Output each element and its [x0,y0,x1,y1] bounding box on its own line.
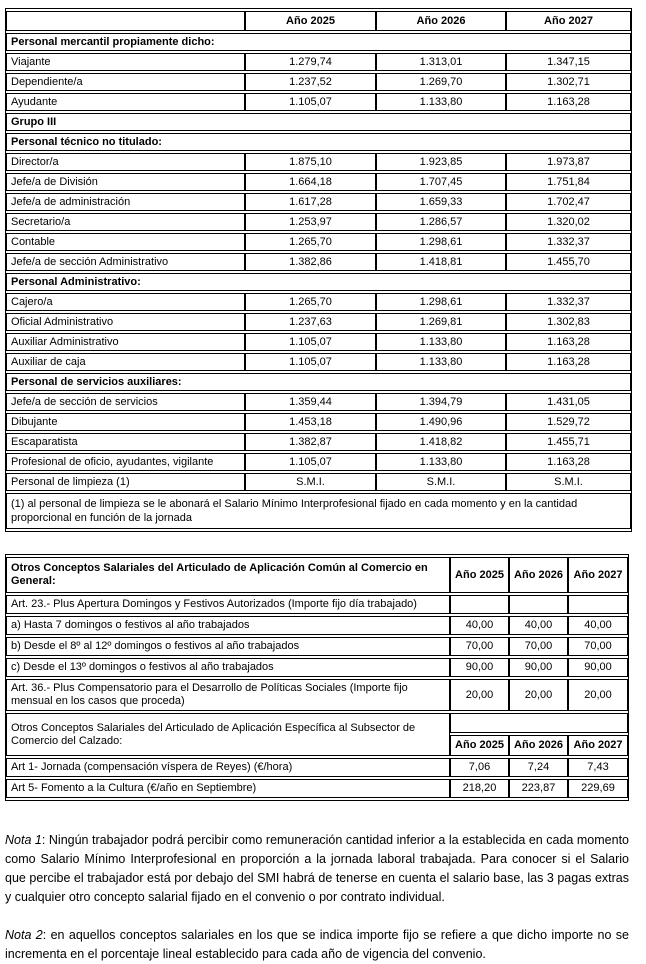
section-row [6,373,631,391]
value-cell: 1.394,79 [376,393,506,411]
table-row [6,413,631,431]
table-row [6,53,631,71]
table-row [6,193,631,211]
table-row [6,293,631,311]
value-cell [509,595,568,614]
table-row [6,616,628,635]
year-header: Año 2026 [376,11,506,31]
value-cell: 1.455,70 [506,253,631,271]
row-label: Profesional de oficio, ayudantes, vigilante [6,453,245,471]
value-cell: 1.707,45 [376,173,506,191]
note-2-label: Nota 2 [5,928,43,942]
value-cell: 90,00 [568,658,628,677]
table-row [6,779,628,798]
row-label: Director/a [6,153,245,171]
row-label: Personal de limpieza (1) [6,473,245,491]
table-row [6,93,631,111]
value-cell: 1.237,52 [245,73,376,91]
value-cell: 1.332,37 [506,233,631,251]
value-cell: 1.455,71 [506,433,631,451]
value-cell: 1.702,47 [506,193,631,211]
subsection-label: Otros Conceptos Salariales del Articulado de Aplicación Específica al Subsector de Comercio del Calzado: [6,713,450,756]
row-label: c) Desde el 13º domingos o festivos al año trabajados [6,658,450,677]
value-cell: 1.105,07 [245,333,376,351]
year-header: Año 2026 [509,557,568,593]
value-cell: 1.751,84 [506,173,631,191]
row-label: Art 1- Jornada (compensación víspera de Reyes) (€/hora) [6,758,450,777]
row-label: Jefe/a de sección de servicios [6,393,245,411]
table-row [6,433,631,451]
value-cell: 1.265,70 [245,233,376,251]
value-cell: 1.133,80 [376,333,506,351]
value-cell: 1.265,70 [245,293,376,311]
table-row [6,637,628,656]
value-cell: 1.382,87 [245,433,376,451]
value-cell: 1.269,81 [376,313,506,331]
row-label: Viajante [6,53,245,71]
table-row [6,253,631,271]
table-footnote: (1) al personal de limpieza se le abonará el Salario Mínimo Interprofesional fijado en cada momento y en la cantidad proporcional en función de la jornada [6,493,631,529]
row-label: Secretario/a [6,213,245,231]
value-cell: 1.298,61 [376,233,506,251]
value-cell: 1.382,86 [245,253,376,271]
value-cell: 223,87 [509,779,568,798]
year-header: Año 2026 [509,735,568,756]
value-cell: 7,06 [450,758,509,777]
value-cell: 1.105,07 [245,353,376,371]
table-row [6,393,631,411]
value-cell: S.M.I. [506,473,631,491]
value-cell: 1.298,61 [376,293,506,311]
value-cell: 1.163,28 [506,333,631,351]
value-cell: 1.418,82 [376,433,506,451]
value-cell: 1.237,63 [245,313,376,331]
value-cell: 1.313,01 [376,53,506,71]
table-row [6,213,631,231]
section-row [6,113,631,131]
table-row [6,595,628,614]
value-cell: 1.302,83 [506,313,631,331]
row-label: Contable [6,233,245,251]
concepts-header-label: Otros Conceptos Salariales del Articulado de Aplicación Común al Comercio en General: [6,557,450,593]
table-row [6,73,631,91]
table-row [6,333,631,351]
row-label: Dibujante [6,413,245,431]
row-label: Dependiente/a [6,73,245,91]
value-cell: 1.163,28 [506,353,631,371]
value-cell: 229,69 [568,779,628,798]
row-label: Escaparatista [6,433,245,451]
table-row [6,173,631,191]
value-cell: 20,00 [450,679,509,711]
note-1 [5,831,629,907]
year-header: Año 2027 [506,11,631,31]
section-row [6,133,631,151]
value-cell: 90,00 [450,658,509,677]
value-cell: 1.105,07 [245,93,376,111]
row-label: Art. 36.- Plus Compensatorio para el Desarrollo de Políticas Sociales (Importe fijo mensual en los casos que proceda) [6,679,450,711]
value-cell: 40,00 [509,616,568,635]
row-label: Art. 23.- Plus Apertura Domingos y Festivos Autorizados (Importe fijo día trabajado) [6,595,450,614]
salary-table-body [6,11,631,529]
value-cell: S.M.I. [376,473,506,491]
value-cell [568,595,628,614]
row-label: a) Hasta 7 domingos o festivos al año trabajados [6,616,450,635]
concepts-header-row [6,557,628,593]
value-cell: 1.302,71 [506,73,631,91]
note-1-text: : Ningún trabajador podrá percibir como remuneración cantidad inferior a la establecida en cada momento como Salario Mínimo Interprofesional en proporción a la jornada laboral trabajada. Para conocer si el Salario que percibe el trabajador está por debajo del SMI habrá de tenerse en cuenta el salario base, las 3 pagas extras y cualquier otro concepto salarial fijado en el convenio o por contrato individual. [5,833,629,904]
value-cell: 1.418,81 [376,253,506,271]
value-cell: 90,00 [509,658,568,677]
salary-header-row [6,11,631,31]
section-label: Personal mercantil propiamente dicho: [6,33,631,51]
row-label: Jefe/a de División [6,173,245,191]
value-cell: 1.973,87 [506,153,631,171]
concepts-table-body [6,557,628,798]
table-row [6,353,631,371]
value-cell: 20,00 [509,679,568,711]
value-cell: 70,00 [509,637,568,656]
value-cell: 7,43 [568,758,628,777]
year-header: Año 2025 [245,11,376,31]
value-cell: 1.163,28 [506,93,631,111]
section-row [6,33,631,51]
table-row [6,233,631,251]
value-cell: 1.320,02 [506,213,631,231]
value-cell: 40,00 [450,616,509,635]
year-header: Año 2025 [450,735,509,756]
row-label: Jefe/a de sección Administrativo [6,253,245,271]
subsection-empty-strip [450,713,628,733]
section-label: Grupo III [6,113,631,131]
value-cell: 7,24 [509,758,568,777]
section-label: Personal de servicios auxiliares: [6,373,631,391]
value-cell: 1.279,74 [245,53,376,71]
table-row [6,453,631,471]
note-2-text: : en aquellos conceptos salariales en los que se indica importe fijo se refiere a que dicho importe no se incrementa en el porcentaje lineal establecido para cada año de vigencia del convenio. [5,928,629,961]
row-label: Jefe/a de administración [6,193,245,211]
row-label: Art 5- Fomento a la Cultura (€/año en Septiembre) [6,779,450,798]
value-cell: 1.269,70 [376,73,506,91]
row-label: Cajero/a [6,293,245,311]
table-row [6,679,628,711]
value-cell: 1.253,97 [245,213,376,231]
value-cell [450,595,509,614]
value-cell: 1.133,80 [376,453,506,471]
value-cell: 1.163,28 [506,453,631,471]
footnote-row [6,493,631,529]
row-label: Auxiliar de caja [6,353,245,371]
value-cell: 1.617,28 [245,193,376,211]
row-label: Ayudante [6,93,245,111]
notes-section [5,831,631,964]
value-cell: 40,00 [568,616,628,635]
row-label: b) Desde el 8º al 12º domingos o festivos al año trabajados [6,637,450,656]
value-cell: 70,00 [568,637,628,656]
value-cell: 1.332,37 [506,293,631,311]
table-row [6,758,628,777]
value-cell: 1.453,18 [245,413,376,431]
row-label: Auxiliar Administrativo [6,333,245,351]
value-cell: 1.529,72 [506,413,631,431]
value-cell: 218,20 [450,779,509,798]
table-row [6,153,631,171]
value-cell: 1.347,15 [506,53,631,71]
corner-cell [6,11,245,31]
section-label: Personal Administrativo: [6,273,631,291]
subsection-header-row [6,713,628,733]
section-row [6,273,631,291]
note-1-label: Nota 1 [5,833,42,847]
year-header: Año 2025 [450,557,509,593]
value-cell: 1.133,80 [376,93,506,111]
value-cell: 1.875,10 [245,153,376,171]
table-row [6,658,628,677]
row-label: Oficial Administrativo [6,313,245,331]
value-cell: 20,00 [568,679,628,711]
table-row [6,473,631,491]
section-label: Personal técnico no titulado: [6,133,631,151]
value-cell: 1.105,07 [245,453,376,471]
table-row [6,313,631,331]
concepts-table [5,554,629,801]
value-cell: 1.490,96 [376,413,506,431]
value-cell: 1.286,57 [376,213,506,231]
value-cell: 1.133,80 [376,353,506,371]
value-cell: 70,00 [450,637,509,656]
value-cell: 1.664,18 [245,173,376,191]
value-cell: S.M.I. [245,473,376,491]
value-cell: 1.659,33 [376,193,506,211]
year-header: Año 2027 [568,735,628,756]
value-cell: 1.923,85 [376,153,506,171]
salary-table [5,8,632,532]
year-header: Año 2027 [568,557,628,593]
value-cell: 1.359,44 [245,393,376,411]
value-cell: 1.431,05 [506,393,631,411]
